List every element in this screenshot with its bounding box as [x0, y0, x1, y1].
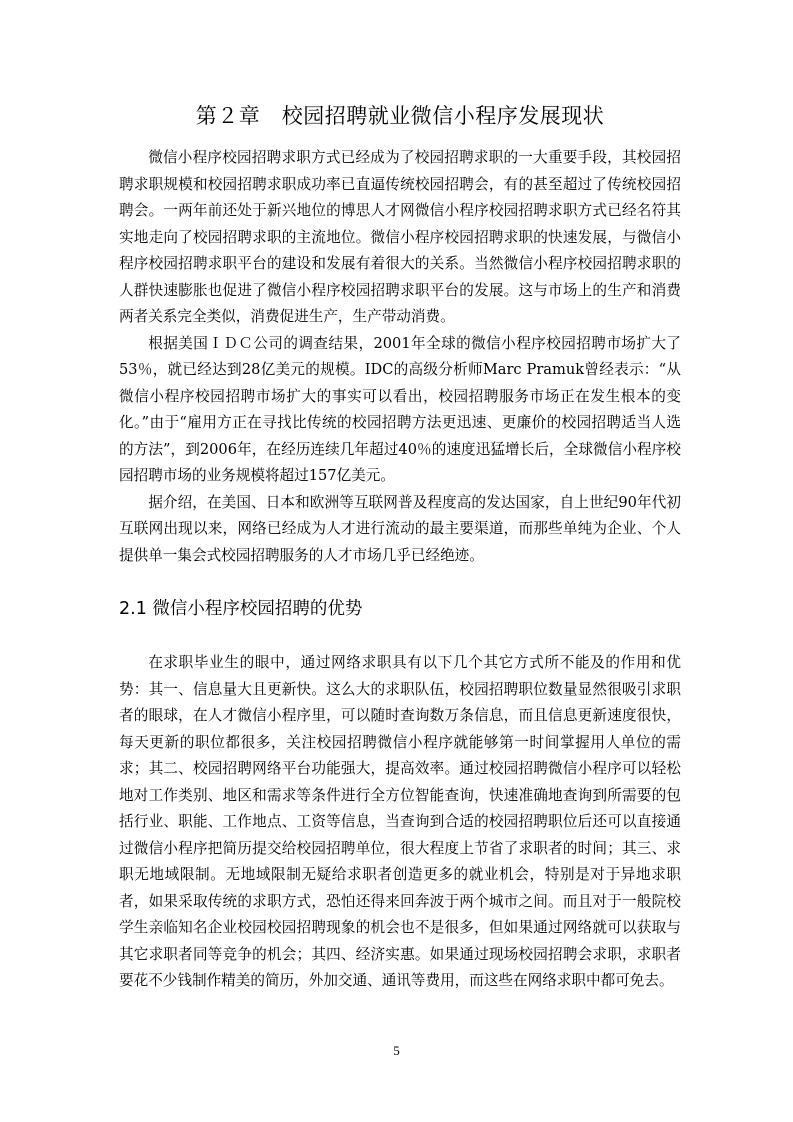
section-paragraph-1: 在求职毕业生的眼中，通过网络求职具有以下几个其它方式所不能及的作用和优势：其一、信息量大且更新快。这么大的求职队伍，校园招聘职位数量显然很吸引求职者的眼球，在人才微信小程序里，可以随时查询数万条信息，而且信息更新速度很快，每天更新的职位都很多，关注校园招聘微信小程序就能够第一时间掌握用人单位的需求；其二、校园招聘网络平台功能强大，提高效率。通过校园招聘微信小程序可以轻松地对工作类别、地区和需求等条件进行全方位智能查询，快速准确地查询到所需要的包括行业、职能、工作地点、工资等信息，当查询到合适的校园招聘职位后还可以直接通过微信小程序把简历提交给校园招聘单位，很大程度上节省了求职者的时间；其三、求职无地域限制。无地域限制无疑给求职者创造更多的就业机会，特别是对于异地求职者，如果采取传统的求职方式，恐怕还得来回奔波于两个城市之间。而且对于一般院校学生亲临知名企业校园校园招聘现象的机会也不是很多，但如果通过网络就可以获取与其它求职者同等竞争的机会；其四、经济实惠。如果通过现场校园招聘会求职，求职者要花不少钱制作精美的简历，外加交通、通讯等费用，而这些在网络求职中都可免去。 — [119, 654, 681, 989]
intro-paragraph-2: 根据美国ＩＤＣ公司的调查结果，2001年全球的微信小程序校园招聘市场扩大了53％，就已经达到28亿美元的规模。IDC的高级分析师Marc Pramuk曾经表示：“从微信小程序校园招聘市场扩大的事实可以看出，校园招聘服务市场正在发生根本的变化。”由于“雇用方正在寻找比传统的校园招聘方法更迅速、更廉价的校园招聘适当人选的方法”，到2006年，在经历连续几年超过40％的速度迅猛增长后，全球微信小程序校园招聘市场的业务规模将超过157亿美元。 — [119, 334, 681, 484]
page-number: 5 — [393, 1043, 400, 1058]
section-title: 2.1 微信小程序校园招聘的优势 — [119, 599, 363, 619]
intro-paragraph-3: 据介绍，在美国、日本和欧洲等互联网普及程度高的发达国家，自上世纪90年代初互联网出现以来，网络已经成为人才进行流动的最主要渠道，而那些单纯为企业、个人提供单一集会式校园招聘服务的人才市场几乎已经绝迹。 — [119, 493, 681, 564]
chapter-title: 第２章 校园招聘就业微信小程序发展现状 — [195, 104, 605, 128]
document-page — [119, 98, 681, 995]
intro-paragraph-1: 微信小程序校园招聘求职方式已经成为了校园招聘求职的一大重要手段，其校园招聘求职规模和校园招聘求职成功率已直逼传统校园招聘会，有的甚至超过了传统校园招聘会。一两年前还处于新兴地位的博思人才网微信小程序校园招聘求职方式已经名符其实地走向了校园招聘求职的主流地位。微信小程序校园招聘求职的快速发展，与微信小程序校园招聘求职平台的建设和发展有着很大的关系。当然微信小程序校园招聘求职的人群快速膨胀也促进了微信小程序校园招聘求职平台的发展。这与市场上的生产和消费两者关系完全类似，消费促进生产，生产带动消费。 — [119, 149, 681, 325]
